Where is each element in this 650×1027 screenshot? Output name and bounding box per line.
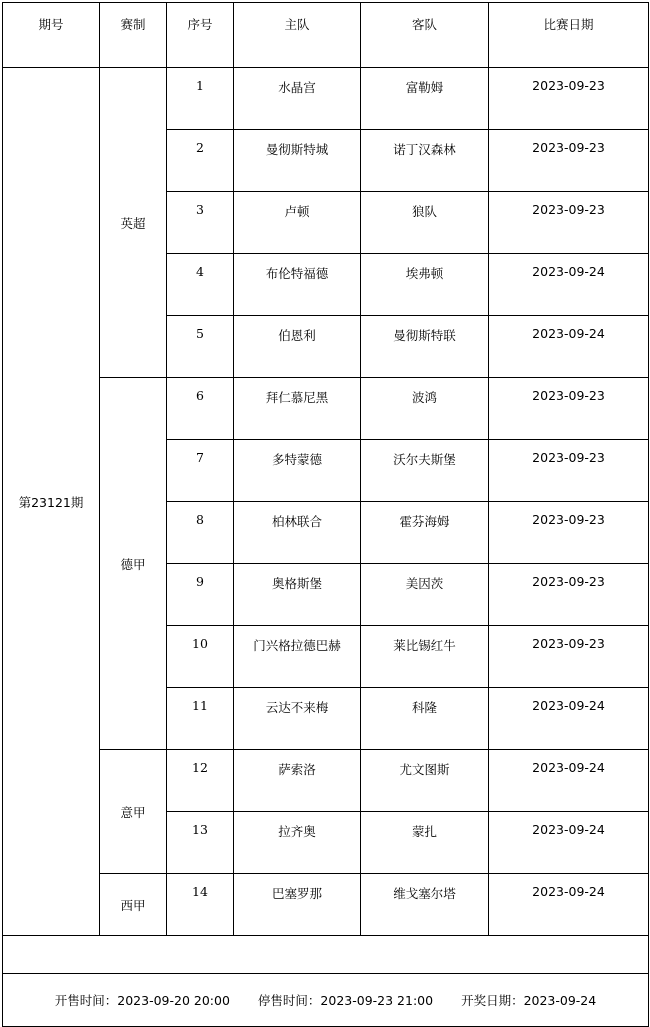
footer-cell [3, 974, 649, 1027]
home-team: 布伦特福德 [234, 254, 361, 316]
league-name: 英超 [100, 68, 167, 378]
footer-row [3, 974, 649, 1027]
match-no: 7 [167, 440, 234, 502]
match-no: 4 [167, 254, 234, 316]
away-team: 莱比锡红牛 [361, 626, 489, 688]
match-date: 2023-09-24 [489, 316, 649, 378]
home-team: 多特蒙德 [234, 440, 361, 502]
home-team: 门兴格拉德巴赫 [234, 626, 361, 688]
sale-stop-time: 停售时间：2023-09-23 21:00 [257, 993, 434, 1008]
away-team: 尤文图斯 [361, 750, 489, 812]
match-date: 2023-09-23 [489, 626, 649, 688]
match-no: 2 [167, 130, 234, 192]
match-no: 1 [167, 68, 234, 130]
match-date: 2023-09-23 [489, 502, 649, 564]
header-league: 赛制 [100, 3, 167, 68]
issue-number: 第23121期 [3, 68, 100, 936]
header-match-date: 比赛日期 [489, 3, 649, 68]
away-team: 狼队 [361, 192, 489, 254]
home-team: 曼彻斯特城 [234, 130, 361, 192]
home-team: 巴塞罗那 [234, 874, 361, 936]
header-number: 序号 [167, 3, 234, 68]
away-team: 曼彻斯特联 [361, 316, 489, 378]
match-date: 2023-09-24 [489, 750, 649, 812]
blank-row [3, 936, 649, 974]
match-date: 2023-09-23 [489, 68, 649, 130]
away-team: 维戈塞尔塔 [361, 874, 489, 936]
table-row [3, 68, 649, 130]
away-team: 波鸿 [361, 378, 489, 440]
league-name: 意甲 [100, 750, 167, 874]
table-row [3, 378, 649, 440]
away-team: 美因茨 [361, 564, 489, 626]
match-date: 2023-09-23 [489, 440, 649, 502]
league-name: 德甲 [100, 378, 167, 750]
match-no: 5 [167, 316, 234, 378]
away-team: 诺丁汉森林 [361, 130, 489, 192]
match-no: 8 [167, 502, 234, 564]
home-team: 伯恩利 [234, 316, 361, 378]
match-no: 6 [167, 378, 234, 440]
home-team: 奥格斯堡 [234, 564, 361, 626]
header-row [3, 3, 649, 68]
home-team: 水晶宫 [234, 68, 361, 130]
header-issue: 期号 [3, 3, 100, 68]
home-team: 卢顿 [234, 192, 361, 254]
league-name: 西甲 [100, 874, 167, 936]
home-team: 拉齐奥 [234, 812, 361, 874]
match-date: 2023-09-23 [489, 192, 649, 254]
match-no: 11 [167, 688, 234, 750]
match-date: 2023-09-24 [489, 812, 649, 874]
match-schedule-table [2, 2, 649, 1027]
home-team: 萨索洛 [234, 750, 361, 812]
match-no: 14 [167, 874, 234, 936]
home-team: 拜仁慕尼黑 [234, 378, 361, 440]
match-no: 13 [167, 812, 234, 874]
away-team: 埃弗顿 [361, 254, 489, 316]
home-team: 柏林联合 [234, 502, 361, 564]
match-no: 3 [167, 192, 234, 254]
match-date: 2023-09-24 [489, 874, 649, 936]
sale-info [3, 991, 648, 1009]
sale-start-time: 开售时间：2023-09-20 20:00 [54, 993, 230, 1008]
header-away-team: 客队 [361, 3, 489, 68]
away-team: 霍芬海姆 [361, 502, 489, 564]
match-no: 12 [167, 750, 234, 812]
match-date: 2023-09-23 [489, 378, 649, 440]
match-date: 2023-09-24 [489, 254, 649, 316]
match-date: 2023-09-23 [489, 130, 649, 192]
match-date: 2023-09-23 [489, 564, 649, 626]
away-team: 沃尔夫斯堡 [361, 440, 489, 502]
table-row [3, 874, 649, 936]
blank-cell [3, 936, 649, 974]
table-row [3, 750, 649, 812]
match-date: 2023-09-24 [489, 688, 649, 750]
match-no: 10 [167, 626, 234, 688]
home-team: 云达不来梅 [234, 688, 361, 750]
away-team: 富勒姆 [361, 68, 489, 130]
away-team: 蒙扎 [361, 812, 489, 874]
header-home-team: 主队 [234, 3, 361, 68]
match-no: 9 [167, 564, 234, 626]
draw-date: 开奖日期：2023-09-24 [461, 993, 597, 1008]
away-team: 科隆 [361, 688, 489, 750]
